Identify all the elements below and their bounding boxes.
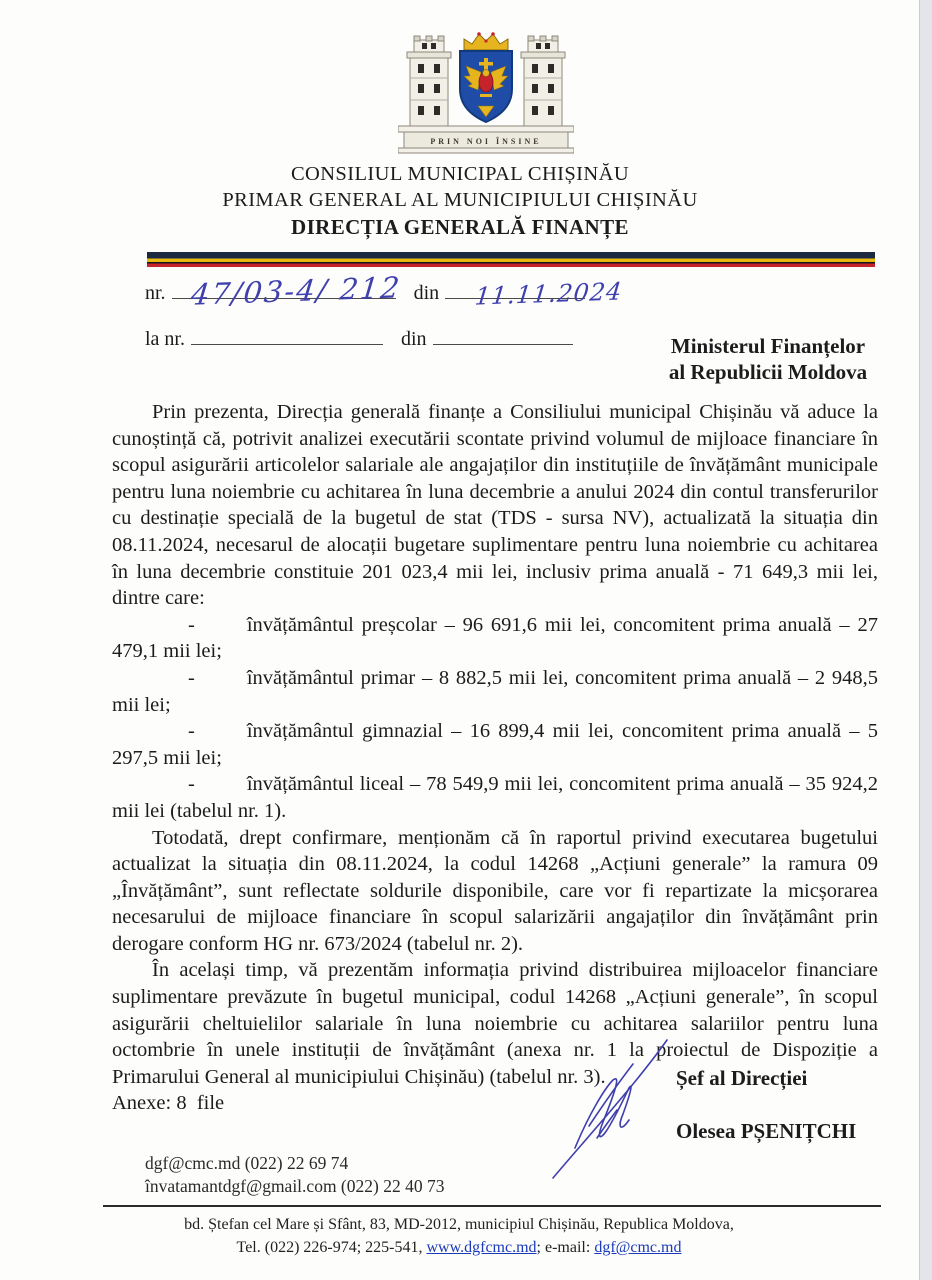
footer-email-link[interactable]: dgf@cmc.md [594, 1239, 682, 1256]
footer-email-label: ; e-mail: [536, 1239, 595, 1256]
la-nr-label: la nr. [145, 328, 185, 350]
org-line-2: PRIMAR GENERAL AL MUNICIPIULUI CHIȘINĂU [222, 189, 698, 211]
ref-row-la-nr [145, 322, 605, 368]
signature-block [676, 1066, 856, 1144]
crown-icon [464, 32, 508, 50]
paragraph-2: Totodată, drept confirmare, menționăm că în raportul privind executarea bugetului actualizat la situația din 08.11.2024, la codul 14268 „Acțiuni generale” la ramura 09 „Învățământ”, sunt reflectate soldurile disponibile, care vor fi repartizate la micșorarea necesarului de mijloace financiare în scopul salarizării angajaților din învățământ prin derogare conform HG nr. 673/2024 (tabelul nr. 2). [112, 826, 878, 955]
footer [0, 1213, 918, 1259]
org-line-1: CONSILIUL MUNICIPAL CHIȘINĂU [290, 163, 630, 185]
bullet-dash: - [188, 720, 195, 743]
recipient-line-2: al Republicii Moldova [668, 360, 868, 384]
signer-name: Olesea PȘENIȚCHI [676, 1119, 857, 1143]
bullet-gimnazial [112, 718, 878, 771]
bullet-dash: - [188, 773, 195, 796]
la-din-label: din [401, 328, 427, 350]
emblem-base [398, 126, 574, 153]
recipient-block [648, 333, 888, 385]
handwritten-date: 11.11.2024 [473, 277, 624, 311]
footer-contact-line [0, 1236, 918, 1259]
reference-block [145, 270, 624, 368]
la-nr-underline [191, 322, 383, 345]
contact-line-2: învatamantdgf@gmail.com (022) 22 40 73 [145, 1176, 445, 1196]
nr-label: nr. [145, 282, 166, 304]
footer-address: bd. Ștefan cel Mare și Sfânt, 83, MD-2012, municipiul Chișinău, Republica Moldova, [184, 1216, 734, 1233]
chisinau-coat-of-arms [398, 26, 574, 156]
bullet-liceal [112, 771, 878, 824]
letter-body [112, 399, 878, 1117]
tricolor-rule [147, 252, 875, 267]
contact-block [145, 1152, 444, 1198]
right-tower-icon [521, 36, 565, 126]
bullet-dash: - [188, 613, 195, 636]
bullet-primar [112, 665, 878, 718]
bullet-dash: - [188, 666, 195, 689]
org-line-3: DIRECȚIA GENERALĂ FINANȚE [291, 215, 629, 239]
signer-title: Șef al Direcției [676, 1066, 808, 1090]
din-label: din [413, 282, 440, 304]
photo-edge [919, 0, 932, 1280]
bullet-text: învățământul primar – 8 882,5 mii lei, concomitent prima anuală – 2 948,5 mii lei; [112, 666, 878, 716]
bullet-text: învățământul preșcolar – 96 691,6 mii lei, concomitent prima anuală – 27 479,1 mii lei; [112, 613, 878, 663]
footer-website-link[interactable]: www.dgfcmc.md [426, 1239, 537, 1256]
recipient-line-1: Ministerul Finanțelor [670, 334, 866, 358]
footer-phones: Tel. (022) 226-974; 225-541, [236, 1239, 427, 1256]
bullet-prescolar [112, 612, 878, 665]
paragraph-1: Prin prezenta, Direcția generală finanțe a Consiliului municipal Chișinău vă aduce la cunoștință că, potrivit analizei executării scontate privind volumul de mijloace financiare în scopul asigurării articolelor salariale ale angajaților din instituțiile de învățământ municipale pentru luna noiembrie cu achitarea în luna decembrie a anului 2024 din contul transferurilor cu destinație specială de la bugetul de stat (TDS - sursa NV), actualizată la situația din 08.11.2024, necesarul de alocații bugetare suplimentare pentru luna noiembrie cu achitarea în luna decembrie constituie 201 023,4 mii lei, inclusiv prima anuală - 71 649,3 mii lei, dintre care: [112, 401, 878, 610]
bullet-text: învățământul liceal – 78 549,9 mii lei, concomitent prima anuală – 35 924,2 mii lei (tabelul nr. 1). [112, 773, 878, 822]
annex-note: Anexe: 8 file [112, 1092, 225, 1115]
footer-divider [103, 1205, 881, 1207]
left-tower-icon [407, 36, 451, 126]
paragraph-3: În același timp, vă prezentăm informația privind distribuirea mijloacelor financiare suplimentare prevăzute în bugetul municipal, codul 14268 „Acțiuni generale”, în scopul asigurării cheltuielilor salariale în luna noiembrie cu achitarea salariilor pentru luna octombrie în unele instituții de învățământ (anexa nr. 1 la proiectul de Dispoziție a Primarului General al municipiului Chișinău) (tabelul nr. 3). [112, 959, 878, 1088]
contact-line-1: dgf@cmc.md (022) 22 69 74 [145, 1153, 349, 1173]
emblem-motto: PRIN NOI ÎNSINE [430, 137, 542, 146]
handwritten-ref-number: 47/03-4/ 212 [189, 270, 403, 312]
org-header [0, 161, 920, 240]
shield-eagle-icon [460, 51, 512, 122]
la-din-underline [433, 322, 573, 345]
bullet-text: învățământul gimnazial – 16 899,4 mii lei, concomitent prima anuală – 5 297,5 mii lei; [112, 720, 878, 769]
